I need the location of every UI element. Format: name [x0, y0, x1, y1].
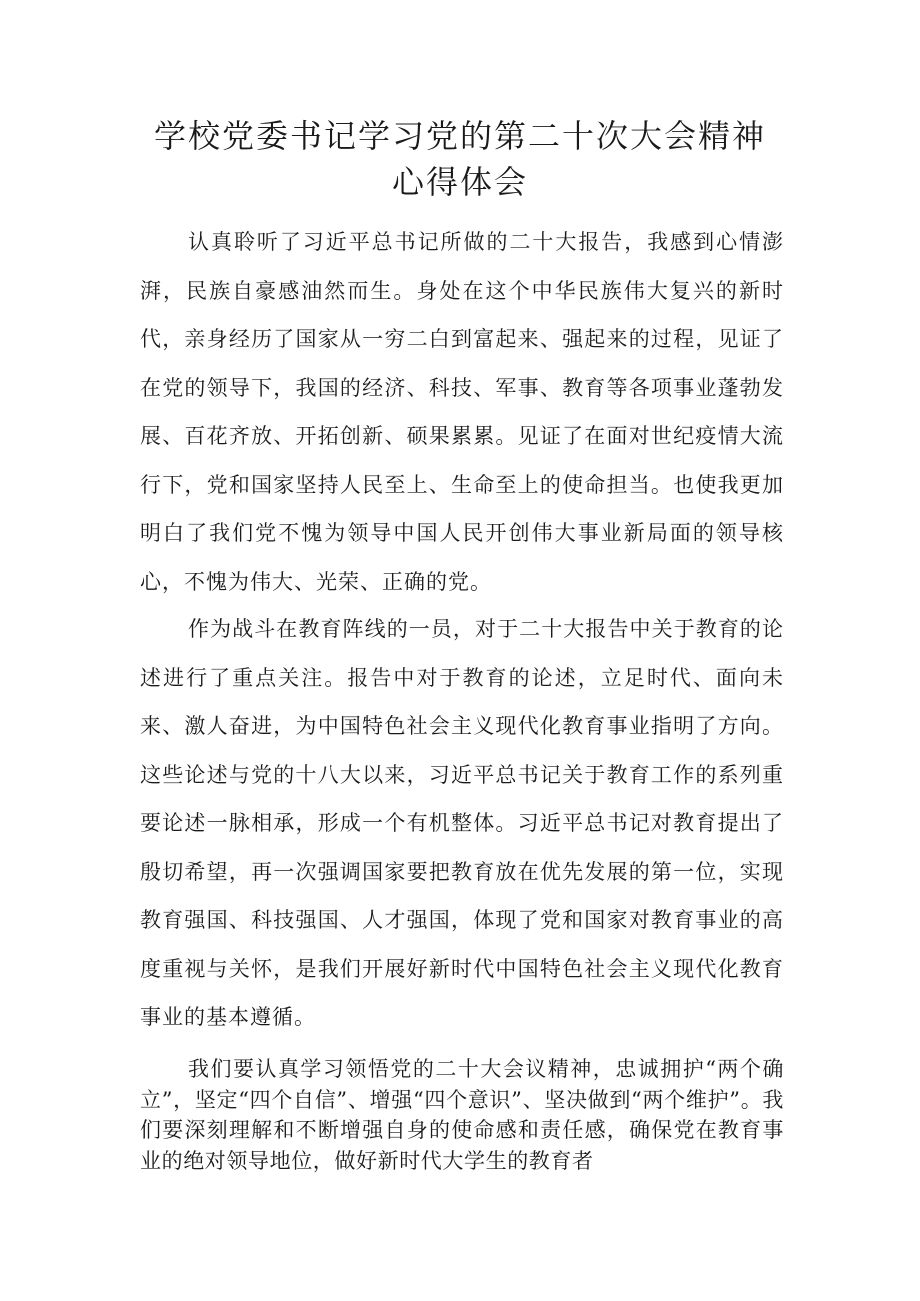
body-paragraph-2: 作为战斗在教育阵线的一员，对于二十大报告中关于教育的论述进行了重点关注。报告中对于教育的论述，立足时代、面向未来、激人奋进，为中国特色社会主义现代化教育事业指明了方向。这些论述与党的十八大以来，习近平总书记关于教育工作的系列重要论述一脉相承，形成一个有机整体。习近平总书记对教育提出了殷切希望，再一次强调国家要把教育放在优先发展的第一位，实现教育强国、科技强国、人才强国，体现了党和国家对教育事业的高度重视与关怀，是我们开展好新时代中国特色社会主义现代化教育事业的基本遵循。 [140, 617, 784, 1029]
body-paragraph-3: 我们要认真学习领悟党的二十大会议精神，忠诚拥护“两个确立”，坚定“四个自信”、增强“四个意识”、坚决做到“两个维护”。我们要深刻理解和不断增强自身的使命感和责任感，确保党在教育事业的绝对领导地位，做好新时代大学生的教育者 [140, 1057, 784, 1173]
document-title-line-2: 心得体会 [391, 163, 528, 201]
document-title-line-1: 学校党委书记学习党的第二十次大会精神 [153, 117, 766, 155]
body-paragraph-1: 认真聆听了习近平总书记所做的二十大报告，我感到心情澎湃，民族自豪感油然而生。身处在这个中华民族伟大复兴的新时代，亲身经历了国家从一穷二白到富起来、强起来的过程，见证了在党的领导下，我国的经济、科技、军事、教育等各项事业蓬勃发展、百花齐放、开拓创新、硕果累累。见证了在面对世纪疫情大流行下，党和国家坚持人民至上、生命至上的使命担当。也使我更加明白了我们党不愧为领导中国人民开创伟大事业新局面的领导核心，不愧为伟大、光荣、正确的党。 [140, 230, 784, 594]
